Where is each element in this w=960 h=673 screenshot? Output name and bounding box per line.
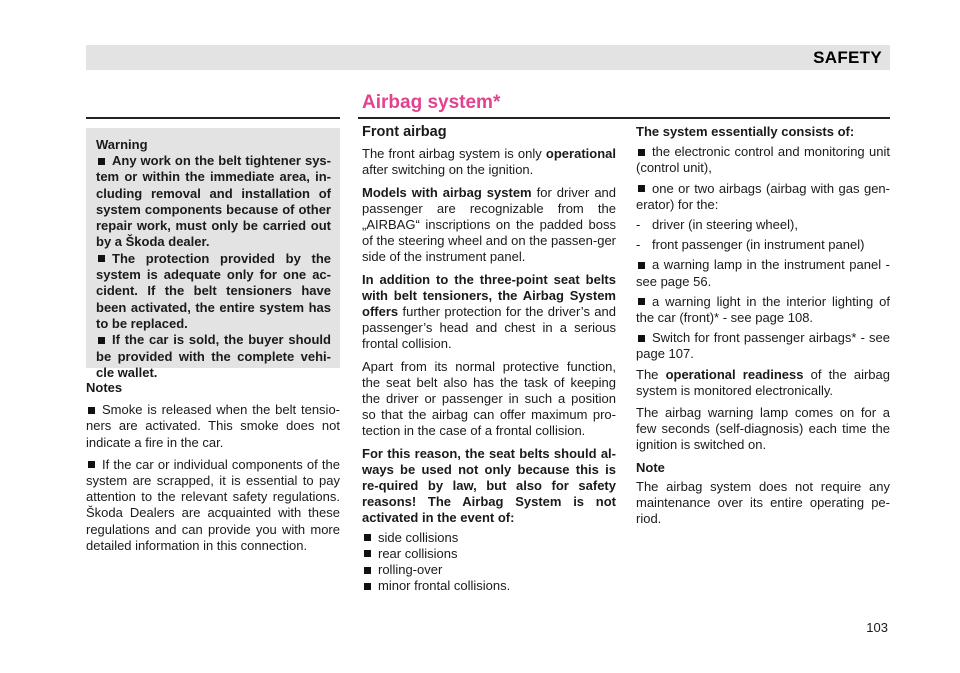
bullet-square-icon [364,567,371,574]
list-item: minor frontal collisions. [362,578,616,594]
bullet-square-icon [88,407,95,414]
bullet-square-icon [364,534,371,541]
paragraph-models: Models with airbag system for driver and passenger are recognizable from the „AIRBAG“ inscriptions on the padded boss of the steering wheel and on the passen-ger side of the instrument panel. [362,184,617,265]
dash-marker: - [636,217,641,233]
paragraph-seat-belts: In addition to the three-point seat belts with belt tensioners, the Airbag System offers further protection for the driver’s and passenger’s head and chest in a serious frontal collision. [362,271,616,352]
system-item: the electronic control and monitoring unit (control unit), [636,144,890,176]
bullet-square-icon [638,262,645,269]
list-item: side collisions [362,530,616,546]
warning-title: Warning [96,137,148,152]
header-bar [86,45,890,70]
system-subitem: - driver (in steering wheel), [636,217,798,233]
system-column [636,124,890,533]
events-list [362,530,616,595]
paragraph-readiness: The operational readiness of the airbag system is monitored electronically. [636,366,890,398]
header-title: SAFETY [813,48,882,67]
note-title: Note [636,459,665,475]
bullet-square-icon [88,461,95,468]
system-item: Switch for front passenger airbags* - see page 107. [636,330,890,362]
bullet-square-icon [98,337,105,344]
warning-item: If the car is sold, the buyer should be provided with the complete vehi-cle wallet. [96,332,331,380]
notes-item: If the car or individual components of the system are scrapped, it is essential to pay attention to the relevant safety regulations. Škoda Dealers are acquainted with these regulations and can provide you with more detailed information in this connection. [86,456,340,553]
bullet-square-icon [638,185,645,192]
bullet-square-icon [638,149,645,156]
system-item: a warning lamp in the instrument panel - see page 56. [636,257,890,289]
system-heading: The system essentially consists of: [636,124,855,139]
page-number: 103 [866,620,888,635]
notes-title: Notes [86,380,123,395]
front-airbag-column [362,124,616,594]
system-item: one or two airbags (airbag with gas gen-erator) for the: [636,180,890,212]
warning-item: Any work on the belt tightener sys-tem or within the immediate area, in-cluding removal and installation of system components because of other repair work, must only be carried out by a Škoda dealer. [96,153,331,250]
right-divider [358,117,890,119]
system-subitem: - front passenger (in instrument panel) [636,237,865,253]
bullet-square-icon [98,255,105,262]
bullet-square-icon [638,298,645,305]
dash-marker: - [636,237,641,253]
front-airbag-heading: Front airbag [362,124,447,140]
system-item: a warning light in the interior lighting of the car (front)* - see page 108. [636,293,890,326]
paragraph-note: The airbag system does not require any maintenance over its entire operating pe-riod. [636,478,890,527]
paragraph-warning-lamp: The airbag warning lamp comes on for a few seconds (self-diagnosis) each time the ignition is switched on. [636,405,890,453]
bullet-square-icon [638,335,645,342]
left-divider [86,117,340,119]
notes-item: Smoke is released when the belt tensio-ners are activated. This smoke does not indicate a fire in the car. [86,402,340,450]
bullet-square-icon [364,550,371,557]
paragraph-protective-function: Apart from its normal protective function, the seat belt also has the task of keeping the driver or passenger in such a position so that the airbag can offer maximum pro-tection in the case of a frontal collision. [362,358,616,439]
bullet-square-icon [364,583,371,590]
paragraph-operational: The front airbag system is only operational after switching on the ignition. [362,146,616,178]
list-item: rolling-over [362,562,616,578]
paragraph-reason: For this reason, the seat belts should al-ways be used not only because this is re-quired by law, but also for safety reasons! The Airbag System is not activated in the event of: [362,445,616,526]
section-title: Airbag system* [362,92,501,113]
bullet-square-icon [98,158,105,165]
warning-box [86,128,340,380]
notes-column [86,380,340,560]
warning-item: The protection provided by the system is adequate only for one ac-cident. If the belt tensioners have been activated, the entire system has to be replaced. [96,250,331,331]
list-item: rear collisions [362,546,616,562]
